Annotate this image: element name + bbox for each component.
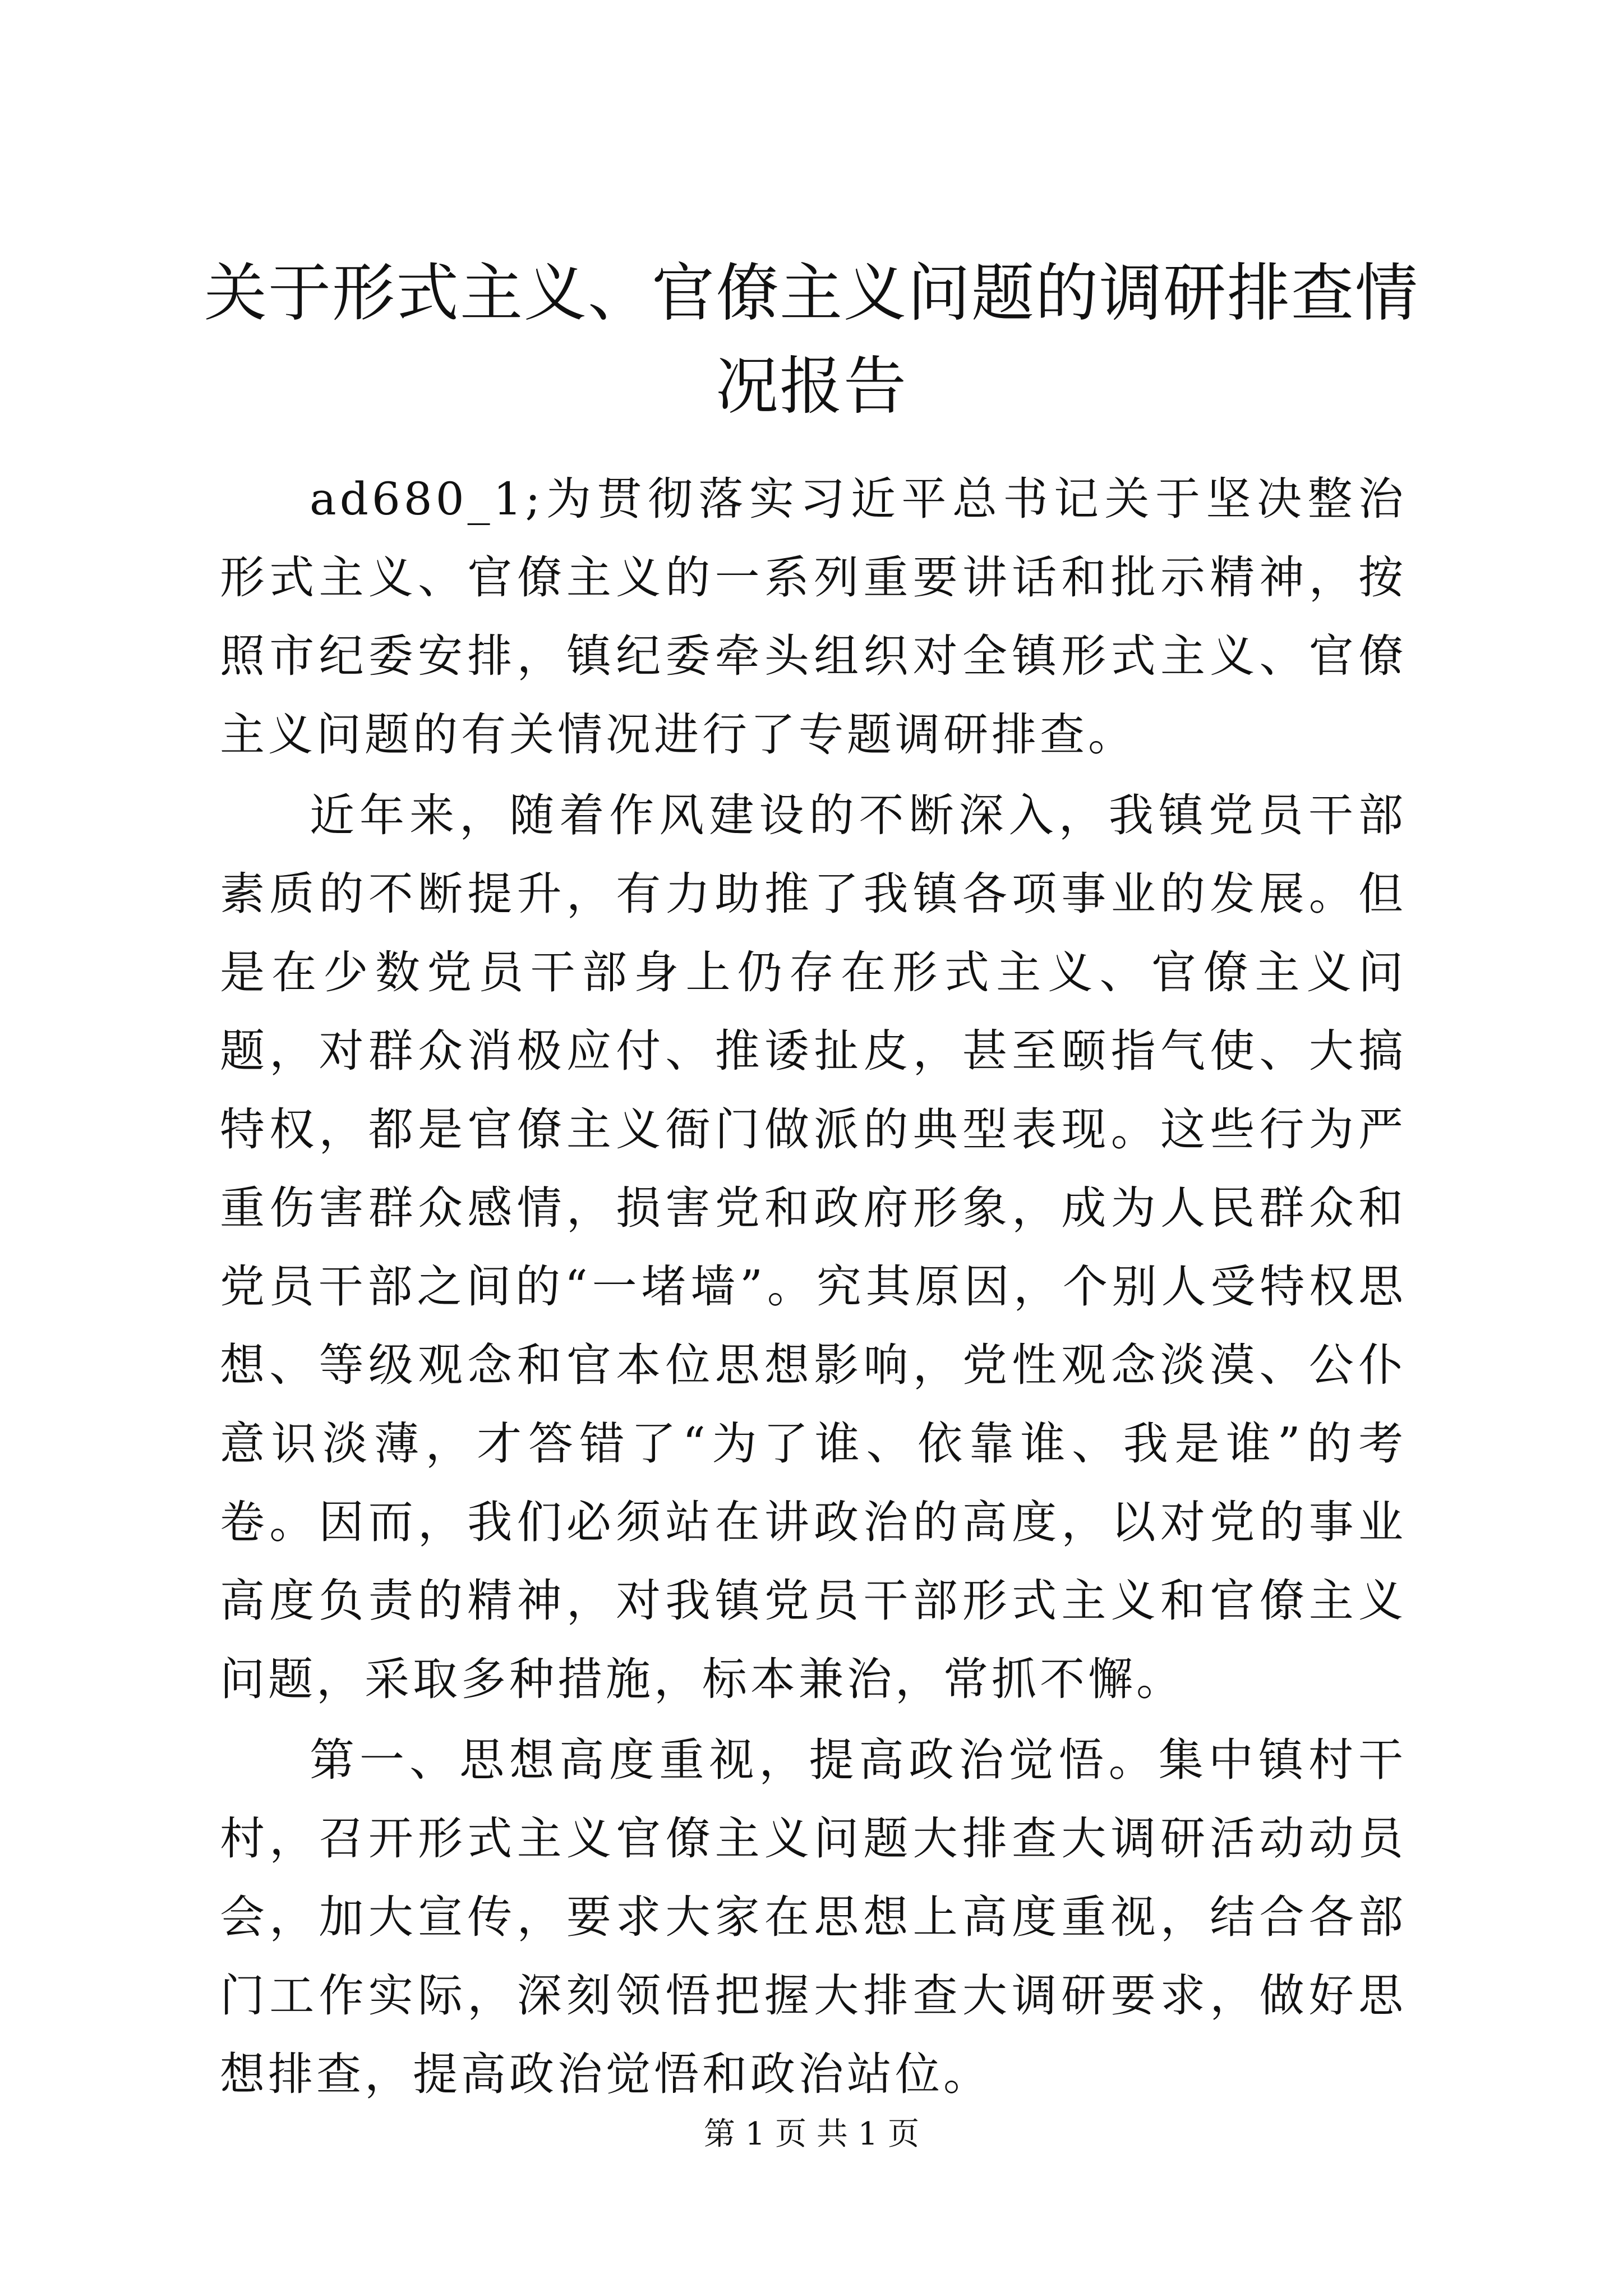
page-footer: 第 1 页 共 1 页 [703,2116,920,2152]
paragraph-measure-one: 第一、思想高度重视，提高政治觉悟。集中镇村干村，召开形式主义官僚主义问题大排查大调研活动动员会，加大宣传，要求大家在思想上高度重视，结合各部门工作实际，深刻领悟把握大排查大调研要求，做好思想排查，提高政治觉悟和政治站位。 [220,1734,1407,2100]
document-title: 关于形式主义、官僚主义问题的调研排查情况报告 [204,257,1419,423]
paragraph-background: 近年来，随着作风建设的不断深入，我镇党员干部素质的不断提升，有力助推了我镇各项事业的发展。但是在少数党员干部身上仍存在形式主义、官僚主义问题，对群众消极应付、推诿扯皮，甚至颐指气使、大搞特权，都是官僚主义衙门做派的典型表现。这些行为严重伤害群众感情，损害党和政府形象，成为人民群众和党员干部之间的“一堵墙”。究其原因，个别人受特权思想、等级观念和官本位思想影响，党性观念淡漠、公仆意识淡薄，才答错了“为了谁、依靠谁、我是谁”的考卷。因而，我们必须站在讲政治的高度，以对党的事业高度负责的精神，对我镇党员干部形式主义和官僚主义问题，采取多种措施，标本兼治，常抓不懈。 [220,789,1407,1705]
paragraph-intro: ad680_1;为贯彻落实习近平总书记关于坚决整治形式主义、官僚主义的一系列重要讲话和批示精神，按照市纪委安排，镇纪委牵头组织对全镇形式主义、官僚主义问题的有关情况进行了专题调研排查。 [220,473,1407,761]
document-body [220,460,1407,2114]
